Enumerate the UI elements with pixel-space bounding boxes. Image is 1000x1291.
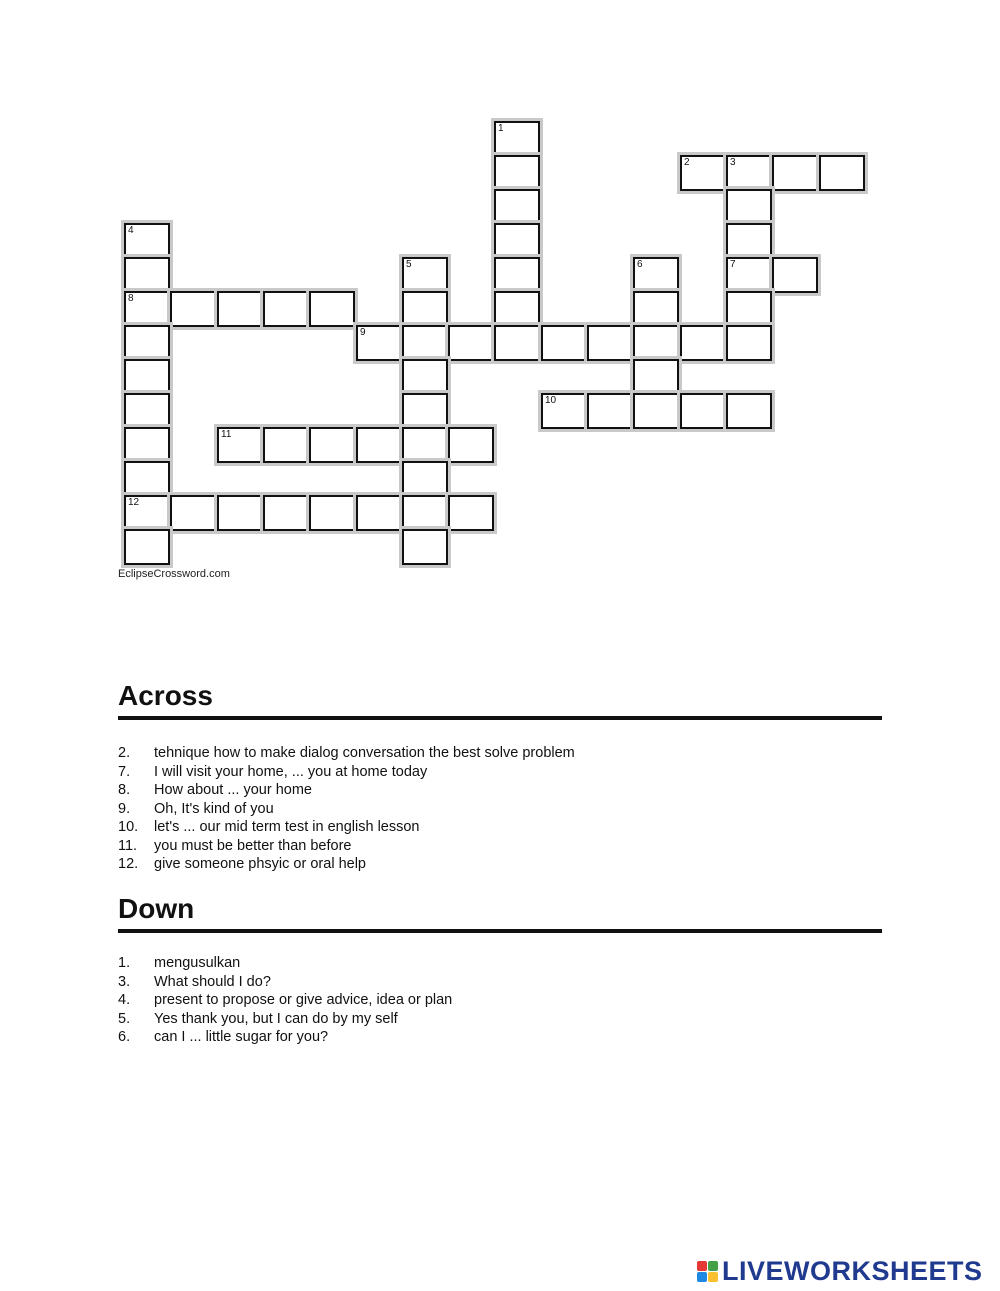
across-clue — [118, 818, 878, 837]
crossword-cell[interactable] — [772, 257, 818, 293]
crossword-cell[interactable] — [819, 155, 865, 191]
crossword-cell[interactable] — [124, 427, 170, 463]
clue-number: 5 — [406, 259, 412, 270]
clue-text: Oh, It's kind of you — [154, 800, 274, 817]
clue-num: 7. — [118, 763, 131, 780]
clue-num: 9. — [118, 800, 131, 817]
clue-text: you must be better than before — [154, 837, 352, 854]
down-clue — [118, 954, 878, 973]
clue-num: 11. — [118, 837, 138, 854]
crossword-cell[interactable] — [726, 291, 772, 327]
clue-number: 7 — [730, 259, 736, 270]
crossword-cell[interactable] — [124, 223, 170, 259]
down-clue — [118, 1010, 878, 1029]
clue-number: 11 — [221, 429, 232, 440]
across-clue — [118, 744, 878, 763]
crossword-cell[interactable] — [356, 427, 402, 463]
crossword-cell[interactable] — [263, 427, 309, 463]
crossword-cell[interactable] — [633, 359, 679, 395]
crossword-cell[interactable] — [494, 325, 540, 361]
down-clue — [118, 1028, 878, 1047]
crossword-cell[interactable] — [680, 155, 726, 191]
crossword-cell[interactable] — [356, 325, 402, 361]
clue-text: tehnique how to make dialog conversation the best solve problem — [154, 745, 575, 761]
across-clue — [118, 763, 878, 782]
across-clue — [118, 837, 878, 856]
across-title: Across — [118, 680, 213, 711]
logo-square-3 — [697, 1272, 707, 1282]
crossword-cell[interactable] — [448, 325, 494, 361]
crossword-cell[interactable] — [587, 393, 633, 429]
crossword-cell[interactable] — [494, 257, 540, 293]
crossword-cell[interactable] — [124, 325, 170, 361]
crossword-cell[interactable] — [170, 291, 216, 327]
liveworksheets-logo-icon — [697, 1261, 718, 1282]
crossword-cell[interactable] — [309, 291, 355, 327]
clue-number: 6 — [637, 259, 643, 270]
crossword-cell[interactable] — [263, 291, 309, 327]
across-divider — [118, 716, 882, 720]
crossword-cell[interactable] — [402, 291, 448, 327]
crossword-cell[interactable] — [402, 529, 448, 565]
clue-num: 8. — [118, 782, 131, 798]
clue-text: let's ... our mid term test in english lesson — [154, 819, 420, 835]
crossword-cell[interactable] — [124, 359, 170, 395]
crossword-cell[interactable] — [217, 495, 263, 531]
down-clue-list — [118, 954, 878, 1047]
crossword-cell[interactable] — [402, 495, 448, 531]
clue-num: 3. — [118, 973, 131, 990]
crossword-cell[interactable] — [494, 121, 540, 157]
crossword-cell[interactable] — [402, 359, 448, 395]
crossword-cell[interactable] — [633, 393, 679, 429]
crossword-cell[interactable] — [772, 155, 818, 191]
logo-square-4 — [708, 1272, 718, 1282]
crossword-cell[interactable] — [726, 325, 772, 361]
clue-number: 12 — [128, 497, 140, 508]
crossword-cell[interactable] — [124, 291, 170, 327]
crossword-cell[interactable] — [124, 461, 170, 497]
down-clue — [118, 973, 878, 992]
crossword-cell[interactable] — [309, 495, 355, 531]
clue-text: Yes thank you, but I can do by my self — [154, 1010, 398, 1027]
crossword-cell[interactable] — [541, 325, 587, 361]
logo-square-1 — [697, 1261, 707, 1271]
crossword-cell[interactable] — [726, 189, 772, 225]
down-divider — [118, 929, 882, 933]
crossword-cell[interactable] — [587, 325, 633, 361]
clue-num: 10. — [118, 819, 139, 835]
clue-number: 4 — [128, 225, 134, 236]
crossword-cell[interactable] — [726, 223, 772, 259]
clue-text: can I ... little sugar for you? — [154, 1029, 329, 1045]
clue-num: 6. — [118, 1029, 131, 1045]
crossword-cell[interactable] — [680, 393, 726, 429]
clue-text: present to propose or give advice, idea or plan — [154, 992, 453, 1008]
crossword-cell[interactable] — [402, 461, 448, 497]
brand-name: LIVEWORKSHEETS — [722, 1255, 983, 1286]
crossword-cell[interactable] — [170, 495, 216, 531]
crossword-cell[interactable] — [494, 291, 540, 327]
crossword-cell[interactable] — [494, 155, 540, 191]
clue-num: 1. — [118, 955, 131, 971]
crossword-cell[interactable] — [402, 325, 448, 361]
clue-text: How about ... your home — [154, 782, 312, 798]
across-clue — [118, 781, 878, 800]
clue-number: 2 — [684, 157, 690, 168]
clue-num: 2. — [118, 745, 131, 761]
crossword-cell[interactable] — [217, 427, 263, 463]
crossword-cell[interactable] — [402, 257, 448, 293]
clue-number: 9 — [360, 327, 366, 338]
crossword-cell[interactable] — [494, 189, 540, 225]
clue-number: 3 — [730, 157, 736, 168]
liveworksheets-brand[interactable] — [697, 1255, 983, 1287]
crossword-cell[interactable] — [680, 325, 726, 361]
down-title: Down — [118, 893, 195, 924]
across-clue — [118, 800, 878, 819]
crossword-cell[interactable] — [124, 257, 170, 293]
crossword-cell[interactable] — [402, 427, 448, 463]
crossword-cell[interactable] — [633, 257, 679, 293]
down-clue — [118, 991, 878, 1010]
logo-square-2 — [708, 1261, 718, 1271]
clue-number: 10 — [545, 395, 557, 406]
crossword-cell[interactable] — [726, 155, 772, 191]
clue-text: What should I do? — [154, 973, 271, 990]
crossword-grid — [0, 0, 1000, 600]
crossword-cell[interactable] — [309, 427, 355, 463]
crossword-cell[interactable] — [726, 257, 772, 293]
crossword-cell[interactable] — [448, 427, 494, 463]
crossword-cell[interactable] — [124, 495, 170, 531]
clue-number: 8 — [128, 293, 134, 304]
crossword-cell[interactable] — [263, 495, 309, 531]
crossword-cell[interactable] — [448, 495, 494, 531]
across-clue — [118, 855, 878, 874]
crossword-cell[interactable] — [217, 291, 263, 327]
crossword-cell[interactable] — [726, 393, 772, 429]
crossword-cell[interactable] — [402, 393, 448, 429]
crossword-cell[interactable] — [124, 529, 170, 565]
crossword-cell[interactable] — [124, 393, 170, 429]
clue-text: mengusulkan — [154, 955, 241, 971]
crossword-credit: EclipseCrossword.com — [118, 568, 230, 580]
across-clue-list — [118, 744, 878, 874]
crossword-cell[interactable] — [356, 495, 402, 531]
clue-text: I will visit your home, ... you at home today — [154, 763, 428, 780]
crossword-cell[interactable] — [633, 291, 679, 327]
crossword-cell[interactable] — [494, 223, 540, 259]
clue-text: give someone phsyic or oral help — [154, 856, 366, 872]
clue-number: 1 — [498, 123, 504, 134]
clue-num: 5. — [118, 1010, 131, 1027]
crossword-cell[interactable] — [633, 325, 679, 361]
clue-num: 4. — [118, 992, 131, 1008]
clue-num: 12. — [118, 856, 139, 872]
crossword-cell[interactable] — [541, 393, 587, 429]
